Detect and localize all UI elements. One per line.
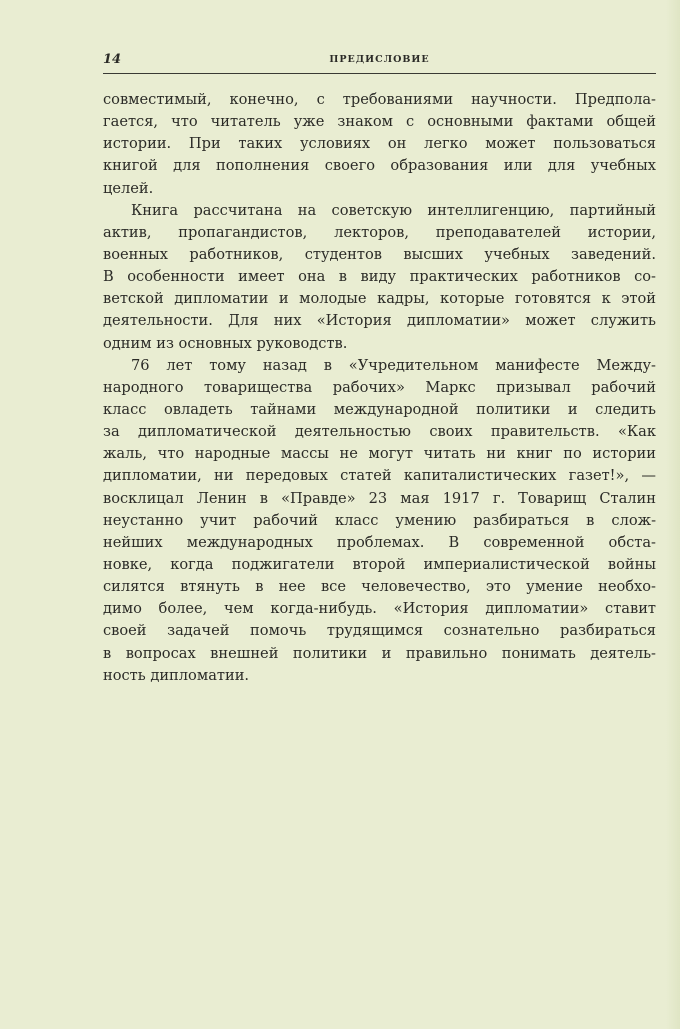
text-line: ветской дипломатии и молодые кадры, которые готовятся к этой [103, 290, 656, 308]
page-header [103, 52, 656, 70]
text-line: истории. При таких условиях он легко может пользоваться [103, 135, 656, 153]
text-line: за дипломатической деятельностью своих правительств. «Как [103, 423, 656, 441]
page-edge [666, 0, 680, 1029]
text-line: димо более, чем когда-нибудь. «История дипломатии» ставит [103, 600, 656, 618]
running-title: ПРЕДИСЛОВИЕ [329, 54, 430, 65]
text-line: деятельности. Для них «История дипломатии» может служить [103, 312, 656, 330]
text-line: военных работников, студентов высших учебных заведений. [103, 245, 656, 263]
text-line: новке, когда поджигатели второй империалистической войны [103, 555, 656, 573]
paragraph [103, 355, 656, 687]
text-line: гается, что читатель уже знаком с основными фактами общей [103, 113, 656, 131]
text-line: целей. [103, 179, 154, 197]
text-line: жаль, что народные массы не могут читать ни книг по истории [103, 445, 656, 463]
text-line: неустанно учит рабочий класс умению разбираться в слож- [103, 511, 656, 529]
text-line: нейших международных проблемах. В современной обста- [103, 533, 656, 551]
text-line: силятся втянуть в нее все человечество, это умение необхо- [103, 578, 656, 596]
text-line: В особенности имеет она в виду практических работников со- [103, 268, 656, 286]
text-line: совместимый, конечно, с требованиями научности. Предпола- [103, 91, 656, 108]
text-line: класс овладеть тайнами международной политики и следить [103, 400, 656, 418]
text-line: народного товарищества рабочих» Маркс призывал рабочий [103, 378, 656, 396]
text-line: одним из основных руководств. [103, 334, 348, 352]
text-line: 76 лет тому назад в «Учредительном манифесте Между- [131, 356, 656, 374]
text-line: книгой для пополнения своего образования или для учебных [103, 157, 656, 175]
page-number: 14 [103, 52, 122, 67]
text-line: своей задачей помочь трудящимся сознательно разбираться [103, 622, 656, 640]
text-line: дипломатии, ни передовых статей капиталистических газет!», — [103, 467, 656, 485]
paragraph [103, 200, 656, 355]
header-rule [103, 73, 656, 74]
text-line: актив, пропагандистов, лекторов, преподавателей истории, [103, 223, 656, 241]
text-line: Книга рассчитана на советскую интеллигенцию, партийный [131, 201, 656, 219]
text-line: ность дипломатии. [103, 666, 250, 684]
page-body [103, 89, 656, 687]
paragraph [103, 89, 656, 200]
text-line: в вопросах внешней политики и правильно понимать деятель- [103, 644, 656, 662]
text-line: восклицал Ленин в «Правде» 23 мая 1917 г. Товарищ Сталин [103, 489, 656, 507]
